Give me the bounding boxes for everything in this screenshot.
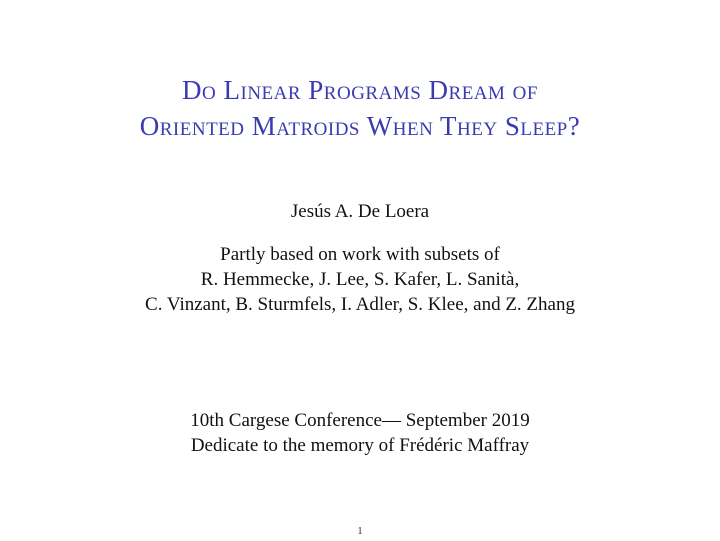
author-name: Jesús A. De Loera [290,201,430,222]
dedication-line: Dedicate to the memory of Frédéric Maffray [190,435,530,456]
credits-line-2: C. Vinzant, B. Sturmfels, I. Adler, S. Klee, and Z. Zhang [145,294,575,315]
credits-intro: Partly based on work with subsets of [220,244,500,265]
conference-line: 10th Cargese Conference— September 2019 [190,410,530,431]
slide-title-line-1: Do Linear Programs Dream of [182,75,538,105]
credits-line-1: R. Hemmecke, J. Lee, S. Kafer, L. Sanità, [200,269,520,290]
page-number: 1 [357,526,363,537]
slide-title-line-2: Oriented Matroids When They Sleep? [139,111,581,141]
